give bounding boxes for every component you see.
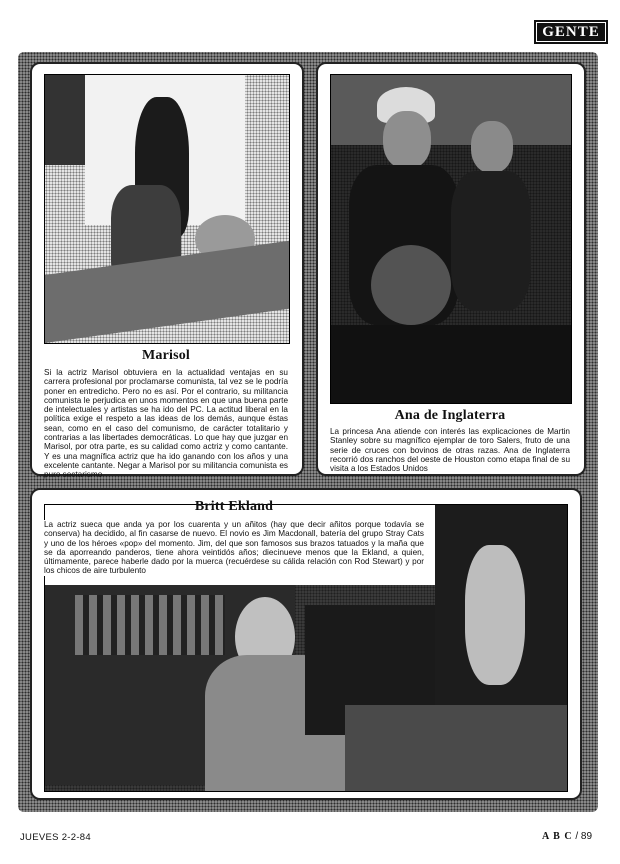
britt-headline: Britt Ekland [194,499,274,514]
marisol-photo [44,74,290,344]
page-number: / 89 [575,831,593,842]
section-tag: GENTE [534,20,608,44]
marisol-card [30,62,304,480]
ana-card [316,62,586,476]
ana-photo [330,74,572,404]
publication-name: A B C [542,831,573,842]
footer-date: JUEVES 2-2-84 [20,832,91,843]
britt-body: La actriz sueca que anda ya por los cuarenta y un añitos (hay que decir añitos porque todavía se conserva) ha decidido, al fin casarse de nuevo. El novio es Jim Macdonall, batería del grupo Stray Cats y uno de los héroes «pop» del momento. Jim, del que son famosos sus brazos tatuados y la maña que se da aporreando panderos, tiene ahora veintidós años; diecinueve menos que la Ekland, a quien, últimamente, parece haberle dado por la muerca (recuérdese su cálida relación con Rod Stewart) y por los chicos de aire turbulento [44,520,428,576]
britt-card [30,488,582,800]
ana-body: La princesa Ana atiende con interés las explicaciones de Martin Stanley sobre su magnífico ejemplar de toro Salers, fruto de una serie de cruces con bovinos de otras razas. Ana de Inglaterra recorrió dos ranchos del oeste de Houston como etapa final de su visita a los Estados Unidos [330,427,570,474]
ana-headline: Ana de Inglaterra [394,408,506,423]
marisol-headline: Marisol [141,348,191,363]
marisol-body: Si la actriz Marisol obtuviera en la actualidad ventajas en su carrera profesional por proclamarse comunista, tal vez se le podría poner en entredicho. Pero no es así. Por el contrario, su militancia comunista le perjudica en unos momentos en que una buena parte de intelectuales y artistas se ha ido del PC. La actitud liberal en la política exige el respeto a las ideas de los demás, aunque éstas sean, como en el caso del comunismo, de carácter totalitario y contrarias a las libertades democráticas. Lo que hay que juzgar en Marisol, por otra parte, es su calidad como actriz y como cantante. Y es una magnífica actriz que ha ido ganando con los años y una excelente cantante. Negar a Marisol por su militancia comunista es puro sectarismo [44,368,288,480]
footer-page-number [542,830,592,843]
